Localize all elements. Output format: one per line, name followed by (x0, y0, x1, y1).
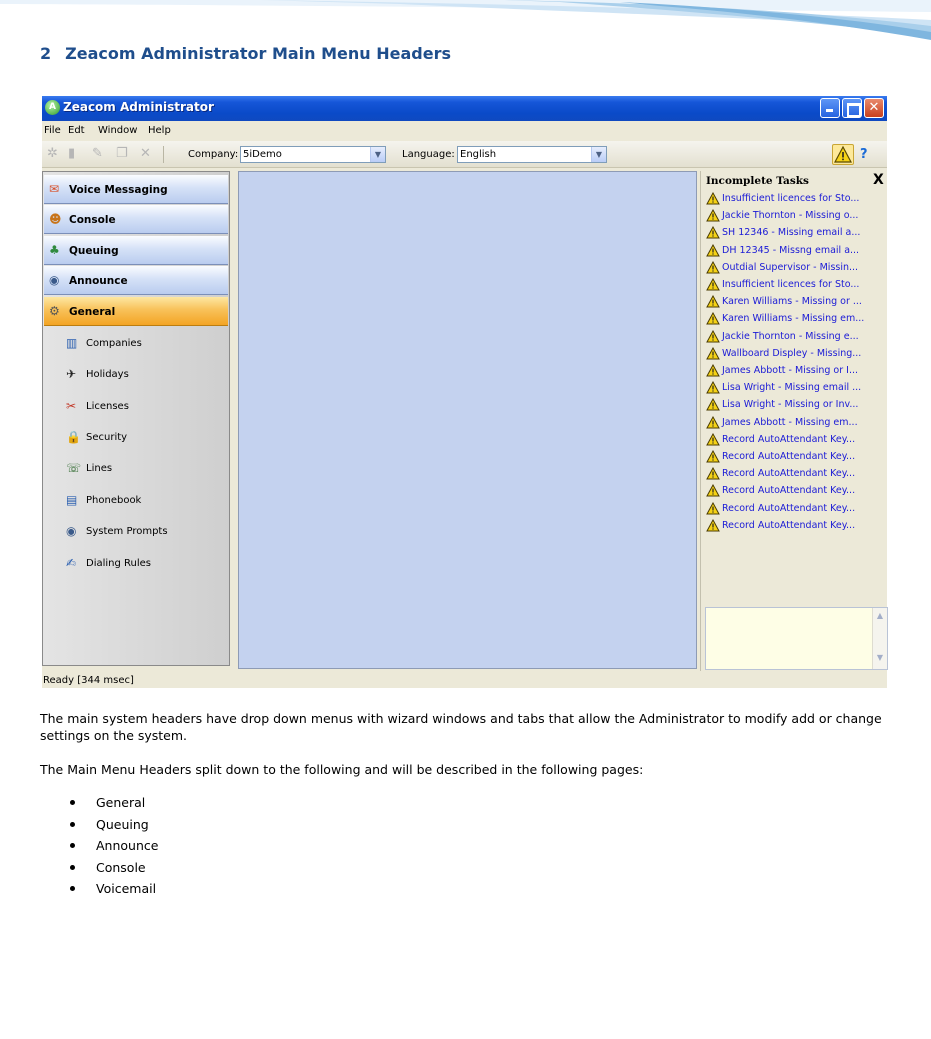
task-item[interactable] (706, 415, 886, 432)
nav-item-security[interactable] (44, 425, 228, 451)
maximize-button[interactable] (842, 98, 862, 118)
section-title: Zeacom Administrator Main Menu Headers (65, 44, 451, 63)
toolbar (42, 141, 887, 168)
maximize-icon (843, 99, 861, 117)
nav-item-label: Dialing Rules (86, 558, 152, 569)
list-item-text: Voicemail (96, 881, 157, 897)
task-item[interactable] (706, 346, 886, 363)
window-titlebar[interactable] (42, 96, 887, 121)
warning-icon (706, 226, 720, 239)
menu-file[interactable]: File (44, 125, 61, 136)
app-window-screenshot (42, 96, 887, 688)
incomplete-tasks-button[interactable] (832, 144, 854, 165)
nav-item-label: System Prompts (86, 526, 168, 537)
task-text: Record AutoAttendant Key... (722, 485, 856, 497)
nav-item-holidays[interactable] (44, 362, 228, 388)
menu-help[interactable]: Help (148, 125, 171, 136)
task-item[interactable] (706, 518, 886, 535)
warning-icon (706, 433, 720, 446)
minimize-button[interactable] (820, 98, 840, 118)
section-heading (40, 44, 451, 63)
list-item-text: General (96, 795, 146, 810)
lines-icon: ☏ (66, 461, 82, 475)
console-icon: ☻ (49, 212, 62, 226)
bullet-icon (70, 865, 75, 870)
task-detail-box[interactable] (705, 607, 888, 670)
scroll-up-icon[interactable]: ▲ (876, 611, 884, 620)
remove-icon[interactable]: ✕ (140, 146, 151, 161)
nav-header-voice-messaging[interactable] (44, 175, 228, 204)
nav-item-licenses[interactable] (44, 394, 228, 420)
task-item[interactable] (706, 243, 886, 260)
language-value: English (460, 149, 497, 160)
window-title: Zeacom Administrator (63, 100, 214, 114)
task-text: Insufficient licences for Sto... (722, 279, 860, 290)
warning-icon (706, 244, 720, 257)
help-icon[interactable]: ? (860, 147, 868, 162)
general-icon: ⚙ (49, 304, 60, 318)
task-text: Record AutoAttendant Key... (722, 451, 856, 462)
task-item[interactable] (706, 466, 886, 483)
close-button[interactable] (864, 98, 884, 118)
task-item[interactable] (706, 294, 886, 311)
warning-icon (706, 278, 720, 291)
licenses-icon: ✂ (66, 399, 77, 413)
nav-header-announce[interactable] (44, 266, 228, 295)
header-swoosh-decoration (0, 0, 931, 45)
warning-icon (706, 295, 720, 308)
task-item[interactable] (706, 397, 886, 414)
task-text: Lisa Wright - Missing email ... (722, 382, 862, 394)
task-item[interactable] (706, 277, 886, 294)
menu-bar (42, 121, 887, 141)
task-item[interactable] (706, 260, 886, 277)
task-text: DH 12345 - Missng email a... (722, 244, 860, 256)
task-text: Insufficient licences for Sto... (722, 193, 860, 204)
voice-messaging-icon: ✉ (49, 182, 60, 196)
list-item-text: Announce (96, 838, 159, 854)
nav-item-label: Lines (86, 463, 113, 474)
list-item (70, 860, 158, 882)
task-item[interactable] (706, 225, 886, 242)
list-item-text: Queuing (96, 816, 149, 832)
task-text: Outdial Supervisor - Missin... (722, 261, 859, 273)
nav-header-label: Console (69, 214, 116, 226)
app-logo-icon: A (45, 100, 60, 115)
task-item[interactable] (706, 311, 886, 328)
warning-icon (706, 330, 720, 343)
warning-icon (706, 398, 720, 411)
nav-item-label: Companies (86, 338, 142, 349)
dialing-rules-icon: ✍ (66, 556, 77, 570)
task-text: James Abbott - Missing or I... (722, 365, 859, 376)
task-text: Karen Williams - Missing em... (722, 313, 865, 325)
warning-icon (706, 312, 720, 325)
bullet-list (70, 795, 158, 903)
language-select[interactable] (457, 146, 607, 163)
warning-icon (706, 381, 720, 394)
queuing-icon: ♣ (49, 243, 60, 257)
list-item (70, 881, 158, 903)
tasks-close-button[interactable]: X (873, 172, 884, 188)
menu-edit[interactable]: Edt (68, 125, 85, 136)
nav-item-label: Licenses (86, 401, 129, 412)
chevron-down-icon[interactable]: ▼ (370, 147, 385, 162)
nav-item-lines[interactable] (44, 456, 228, 482)
task-text: Lisa Wright - Missing or Inv... (722, 399, 859, 411)
copy-icon[interactable]: ❐ (116, 146, 128, 161)
paragraph-split: The Main Menu Headers split down to the following and will be described in the following pages: (40, 762, 644, 777)
task-text: Record AutoAttendant Key... (722, 519, 856, 531)
detail-scrollbar[interactable] (872, 608, 887, 669)
nav-header-label: Announce (69, 275, 128, 287)
paragraph-intro: The main system headers have drop down menus with wizard windows and tabs that allow the Administrator to modify add or change settings on the system. (40, 711, 882, 743)
task-item[interactable] (706, 363, 886, 380)
task-text: James Abbott - Missing em... (722, 416, 858, 428)
task-item[interactable] (706, 380, 886, 397)
close-icon: ✕ (868, 100, 880, 115)
task-text: Wallboard Displey - Missing... (722, 347, 862, 359)
bullet-icon (70, 886, 75, 891)
list-item-text: Console (96, 859, 146, 875)
warning-icon (706, 209, 720, 222)
nav-item-dialing-rules[interactable] (44, 551, 228, 577)
nav-header-general[interactable] (44, 297, 228, 326)
task-item[interactable] (706, 483, 886, 500)
main-content-area (238, 171, 697, 669)
announce-icon: ◉ (49, 273, 60, 287)
warning-icon (706, 519, 720, 532)
task-item[interactable] (706, 501, 886, 518)
status-bar: Ready [344 msec] (42, 674, 887, 688)
nav-item-companies[interactable] (44, 331, 228, 357)
left-navigation (42, 171, 230, 666)
task-item[interactable] (706, 449, 886, 466)
warning-icon (706, 192, 720, 205)
warning-icon (833, 145, 853, 164)
list-item (70, 817, 158, 839)
new-wizard-icon[interactable]: ✲ (47, 146, 58, 161)
edit-icon[interactable]: ✎ (92, 146, 103, 161)
tasks-title: Incomplete Tasks (706, 175, 809, 187)
phonebook-icon: ▤ (66, 493, 78, 507)
nav-header-label: Voice Messaging (69, 184, 168, 196)
nav-item-label: Phonebook (86, 495, 142, 506)
task-item[interactable] (706, 329, 886, 346)
company-value: 5iDemo (243, 149, 282, 160)
warning-icon (706, 416, 720, 429)
warning-icon (706, 467, 720, 480)
nav-header-console[interactable] (44, 205, 228, 234)
scroll-down-icon[interactable]: ▼ (876, 653, 884, 662)
warning-icon (706, 347, 720, 360)
task-text: Record AutoAttendant Key... (722, 433, 856, 445)
minimize-icon (821, 99, 839, 117)
section-number: 2 (40, 44, 52, 63)
lock-icon: 🔒 (66, 430, 81, 444)
bullet-icon (70, 843, 75, 848)
task-item[interactable] (706, 208, 886, 225)
task-item[interactable] (706, 432, 886, 449)
task-text: Record AutoAttendant Key... (722, 468, 856, 480)
task-text: Karen Williams - Missing or ... (722, 296, 862, 308)
nav-item-phonebook[interactable] (44, 488, 228, 514)
nav-item-label: Holidays (86, 369, 129, 380)
task-text: Record AutoAttendant Key... (722, 502, 856, 514)
task-text: Jackie Thornton - Missing o... (722, 210, 859, 222)
chevron-down-icon[interactable]: ▼ (591, 147, 606, 162)
delete-icon[interactable]: ▮ (68, 146, 76, 161)
list-item (70, 795, 158, 817)
warning-icon (706, 450, 720, 463)
holidays-icon: ✈ (66, 367, 77, 381)
task-text: SH 12346 - Missing email a... (722, 227, 861, 239)
nav-header-label: General (69, 306, 116, 318)
task-text: Jackie Thornton - Missing e... (722, 330, 859, 342)
nav-item-system-prompts[interactable] (44, 519, 228, 545)
warning-icon (706, 484, 720, 497)
task-item[interactable] (706, 191, 886, 208)
warning-icon (706, 261, 720, 274)
list-item (70, 838, 158, 860)
company-label: Company: (188, 149, 239, 160)
language-label: Language: (402, 149, 455, 160)
companies-icon: ▥ (66, 336, 78, 350)
nav-header-label: Queuing (69, 245, 119, 257)
company-select[interactable] (240, 146, 386, 163)
menu-window[interactable]: Window (98, 125, 138, 136)
toolbar-separator (163, 146, 164, 163)
bullet-icon (70, 822, 75, 827)
warning-icon (706, 502, 720, 515)
nav-header-queuing[interactable] (44, 236, 228, 265)
nav-item-label: Security (86, 432, 128, 443)
warning-icon (706, 364, 720, 377)
bullet-icon (70, 800, 75, 805)
system-prompts-icon: ◉ (66, 524, 77, 538)
incomplete-tasks-panel (700, 171, 887, 671)
